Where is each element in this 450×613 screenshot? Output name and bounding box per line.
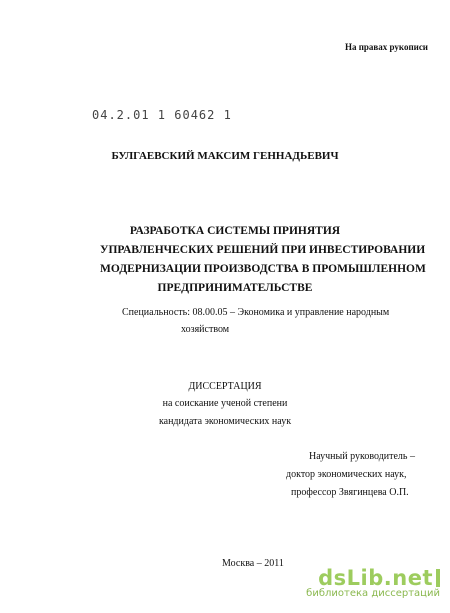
watermark-bar-icon: [436, 569, 440, 587]
title-line: РАЗРАБОТКА СИСТЕМЫ ПРИНЯТИЯ: [129, 225, 341, 237]
watermark: [306, 566, 440, 599]
degree-line-1: на соискание ученой степени: [162, 398, 288, 409]
watermark-subtitle: библиотека диссертаций: [306, 588, 440, 599]
supervisor-line-3: профессор Звягинцева О.П.: [291, 487, 409, 498]
city-year: Москва – 2011: [222, 558, 284, 569]
rights-notice: На правах рукописи: [344, 42, 428, 52]
title-line: УПРАВЛЕНЧЕСКИХ РЕШЕНИЙ ПРИ ИНВЕСТИРОВАНИИ: [100, 244, 426, 256]
thesis-type: ДИССЕРТАЦИЯ: [188, 381, 262, 392]
degree-line-2: кандидата экономических наук: [158, 416, 292, 427]
thesis-title: [100, 222, 426, 298]
supervisor-line-1: Научный руководитель –: [309, 451, 415, 462]
watermark-logo-text: dsLib.net: [318, 566, 433, 590]
author-name: БУЛГАЕВСКИЙ МАКСИМ ГЕННАДЬЕВИЧ: [111, 150, 339, 162]
library-stamp: 04.2.01 1 60462 1: [92, 107, 232, 123]
title-line: МОДЕРНИЗАЦИИ ПРОИЗВОДСТВА В ПРОМЫШЛЕННОМ: [100, 263, 426, 275]
specialty-line-2: хозяйством: [181, 324, 230, 335]
watermark-logo: [306, 566, 440, 590]
supervisor-line-2: доктор экономических наук,: [286, 469, 407, 480]
title-line: ПРЕДПРИНИМАТЕЛЬСТВЕ: [157, 282, 313, 294]
specialty-line-1: Специальность: 08.00.05 – Экономика и управление народным: [122, 307, 390, 318]
